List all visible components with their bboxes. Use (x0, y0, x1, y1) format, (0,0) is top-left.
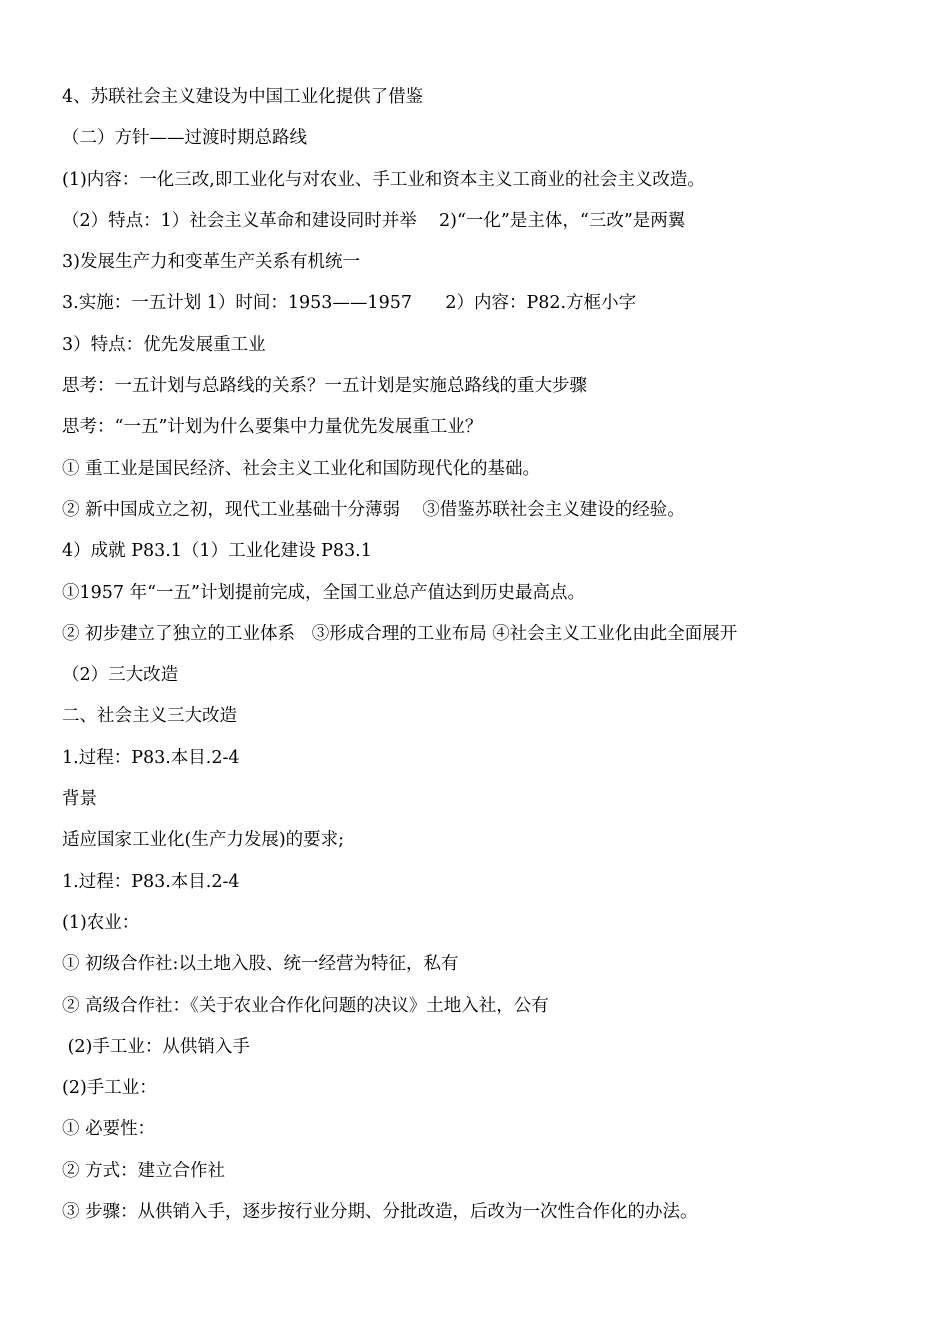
text-line: ② 初步建立了独立的工业体系 ③形成合理的工业布局 ④社会主义工业化由此全面展开 (62, 623, 738, 644)
section-heading: 二、社会主义三大改造 (62, 706, 237, 727)
text-line: 思考：“一五”计划为什么要集中力量优先发展重工业？ (62, 417, 483, 438)
text-line: ② 新中国成立之初，现代工业基础十分薄弱 ③借鉴苏联社会主义建设的经验。 (62, 499, 685, 520)
text-line: (2)手工业： (62, 1078, 157, 1099)
text-line: （2）特点：1）社会主义革命和建设同时并举 2)“一化”是主体，“三改”是两翼 (62, 210, 686, 231)
text-line: 背景 (62, 789, 97, 810)
text-line: 3）特点：优先发展重工业 (62, 334, 266, 355)
text-line: ①1957 年“一五”计划提前完成，全国工业总产值达到历史最高点。 (62, 582, 585, 603)
text-line: 适应国家工业化(生产力发展)的要求; (62, 830, 345, 851)
text-line: (2)手工业：从供销入手 (62, 1036, 250, 1057)
text-line: （2）三大改造 (62, 665, 179, 686)
document-body (62, 79, 902, 1235)
text-line: 4、苏联社会主义建设为中国工业化提供了借鉴 (62, 87, 424, 107)
text-line: ① 必要性： (62, 1119, 156, 1140)
text-line: ② 方式：建立合作社 (62, 1160, 226, 1181)
text-line: (1)内容：一化三改,即工业化与对农业、手工业和资本主义工商业的社会主义改造。 (62, 169, 705, 190)
text-line: ① 初级合作社:以土地入股、统一经营为特征，私有 (62, 954, 459, 975)
text-line: ③ 步骤：从供销入手，逐步按行业分期、分批改造，后改为一次性合作化的办法。 (62, 1202, 698, 1223)
text-line: ① 重工业是国民经济、社会主义工业化和国防现代化的基础。 (62, 458, 541, 479)
text-line: (1)农业： (62, 912, 140, 933)
text-line: 4）成就 P83.1（1）工业化建设 P83.1 (62, 541, 372, 562)
text-line: 1.过程：P83.本目.2-4 (62, 747, 240, 768)
text-line: （二）方针——过渡时期总路线 (62, 128, 307, 149)
text-line: 3)发展生产力和变革生产关系有机统一 (62, 252, 360, 273)
text-line: ② 高级合作社：《关于农业合作化问题的决议》土地入社，公有 (62, 995, 549, 1016)
text-line: 思考：一五计划与总路线的关系？一五计划是实施总路线的重大步骤 (62, 376, 587, 397)
text-line: 1.过程：P83.本目.2-4 (62, 871, 240, 892)
text-line: 3.实施：一五计划 1）时间：1953——1957 2）内容：P82.方框小字 (62, 293, 637, 314)
